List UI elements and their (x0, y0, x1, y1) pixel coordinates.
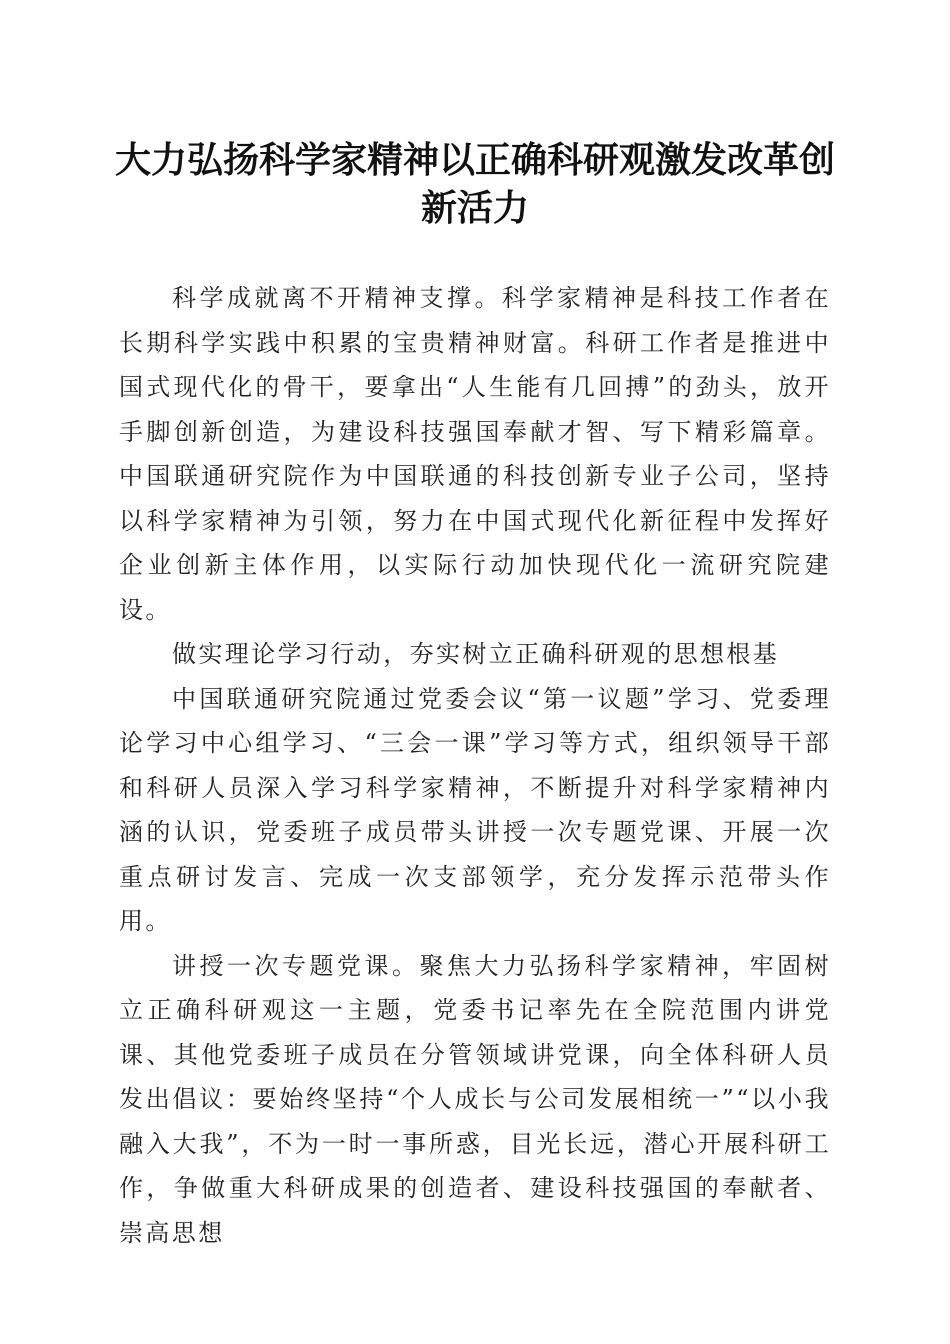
document-body (119, 276, 831, 1255)
paragraph-intro: 科学成就离不开精神支撑。科学家精神是科技工作者在长期科学实践中积累的宝贵精神财富。科研工作者是推进中国式现代化的骨干，要拿出“人生能有几回搏”的劲头，放开手脚创新创造，为建设科技强国奉献才智、写下精彩篇章。中国联通研究院作为中国联通的科技创新专业子公司，坚持以科学家精神为引领，努力在中国式现代化新征程中发挥好企业创新主体作用，以实际行动加快现代化一流研究院建设。 (119, 284, 831, 624)
paragraph-party-lecture: 讲授一次专题党课。聚焦大力弘扬科学家精神，牢固树立正确科研观这一主题，党委书记率先在全院范围内讲党课、其他党委班子成员在分管领域讲党课，向全体科研人员发出倡议：要始终坚持“个人成长与公司发展相统一”“以小我融入大我”，不为一时一事所惑，目光长远，潜心开展科研工作，争做重大科研成果的创造者、建设科技强国的奉献者、崇高思想 (119, 951, 831, 1247)
paragraph-section-heading: 做实理论学习行动，夯实树立正确科研观的思想根基 (172, 640, 780, 668)
paragraph-study-methods: 中国联通研究院通过党委会议“第一议题”学习、党委理论学习中心组学习、“三会一课”学习等方式，组织领导干部和科研人员深入学习科学家精神，不断提升对科学家精神内涵的认识，党委班子成员带头讲授一次专题党课、开展一次重点研讨发言、完成一次支部领学，充分发挥示范带头作用。 (119, 684, 831, 935)
document-title: 大力弘扬科学家精神以正确科研观激发改革创新活力 (114, 139, 835, 229)
